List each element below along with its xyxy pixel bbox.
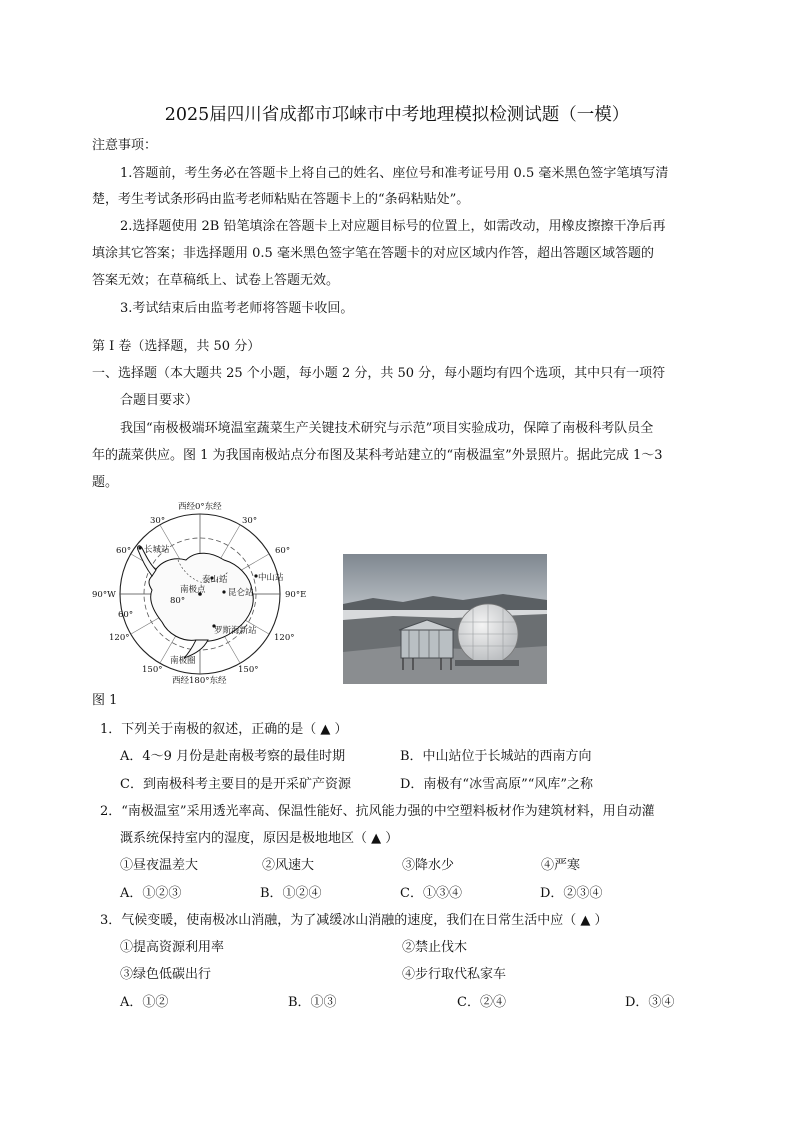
q1-option-b: B．中山站位于长城站的西南方向 — [400, 749, 592, 764]
q1-option-a: A．4～9 月份是赴南极考察的最佳时期 — [120, 749, 346, 764]
map-kunlun: 昆仑站 — [228, 588, 254, 598]
q2-item-2: ②风速大 — [262, 858, 315, 873]
notice-line-5: 答案无效；在草稿纸上、试卷上答题无效。 — [92, 273, 340, 288]
map-nanjiquan: 南极圈 — [170, 656, 196, 666]
map-zhongshan: 中山站 — [258, 573, 284, 583]
part1-line-1: 一、选择题（本大题共 25 个小题，每小题 2 分，共 50 分，每小题均有四个选项，其中只有一项符 — [92, 366, 666, 381]
map-lat80: 80° — [170, 596, 186, 606]
q1-option-c: C．到南极科考主要目的是开采矿产资源 — [120, 777, 351, 792]
map-east-label: 90°E — [285, 590, 307, 600]
q3-stem: 3．气候变暖，使南极冰山消融，为了减缓冰山消融的速度，我们在日常生活中应（ ▲ ） — [100, 913, 608, 928]
greenhouse-photo — [343, 554, 547, 684]
map-bottom-label: 西经180°东经 — [172, 676, 227, 686]
map-150-left: 150° — [142, 665, 163, 675]
map-lat60-left: 60° — [116, 546, 132, 556]
map-luosi: 罗斯海新站 — [214, 626, 257, 636]
q3-option-c: C．②④ — [457, 995, 506, 1010]
q2-option-a: A．①②③ — [120, 886, 182, 901]
q2-item-4: ④严寒 — [541, 858, 581, 873]
intro-line-1: 我国“南极极端环境温室蔬菜生产关键技术研究与示范”项目实验成功，保障了南极科考队员全 — [120, 421, 654, 436]
part1-line-2: 合题目要求） — [120, 393, 199, 408]
q1-option-d: D．南极有“冰雪高原”“风库”之称 — [400, 777, 594, 792]
antarctica-station-map — [92, 498, 314, 688]
q3-option-a: A．①② — [120, 995, 169, 1010]
map-150-right: 150° — [238, 665, 259, 675]
q2-option-b: B．①②④ — [260, 886, 322, 901]
page-title: 2025届四川省成都市邛崃市中考地理模拟检测试题（一模） — [164, 105, 630, 125]
q3-item-1: ①提高资源利用率 — [120, 940, 225, 955]
map-lat30-left: 30° — [150, 516, 166, 526]
map-taishan: 泰山站 — [202, 575, 228, 585]
q3-option-b: B．①③ — [288, 995, 337, 1010]
map-lat60-right: 60° — [275, 546, 291, 556]
q2-stem-line-2: 溉系统保持室内的湿度，原因是极地地区（ ▲ ） — [120, 831, 399, 846]
map-lat60-inner: 60° — [118, 610, 134, 620]
q2-stem-line-1: 2．“南极温室”采用透光率高、保温性能好、抗风能力强的中空塑料板材作为建筑材料，用自动灌 — [100, 804, 655, 819]
section-heading: 第 I 卷（选择题，共 50 分） — [92, 339, 261, 354]
q2-item-1: ①昼夜温差大 — [120, 858, 199, 873]
notice-line-1: 1.答题前，考生务必在答题卡上将自己的姓名、座位号和准考证号用 0.5 毫米黑色签字笔填写清 — [120, 166, 669, 181]
map-120-right: 120° — [274, 633, 295, 643]
notice-line-4: 填涂其它答案；非选择题用 0.5 毫米黑色签字笔在答题卡的对应区域内作答，超出答题区域答题的 — [92, 246, 654, 261]
intro-line-2: 年的蔬菜供应。图 1 为我国南极站点分布图及某科考站建立的“南极温室”外景照片。据此完成 1～3 — [92, 448, 663, 463]
map-changcheng: 长城站 — [144, 545, 170, 555]
q2-option-c: C．①③④ — [400, 886, 462, 901]
q3-item-3: ③绿色低碳出行 — [120, 967, 212, 982]
notice-heading: 注意事项： — [92, 138, 158, 153]
q2-item-3: ③降水少 — [402, 858, 455, 873]
intro-line-3: 题。 — [92, 475, 119, 490]
q3-option-d: D．③④ — [625, 995, 675, 1010]
q3-item-4: ④步行取代私家车 — [402, 967, 507, 982]
q1-stem: 1．下列关于南极的叙述，正确的是（ ▲ ） — [100, 722, 348, 737]
map-nanjidian: 南极点 — [180, 585, 206, 595]
q3-item-2: ②禁止伐木 — [402, 940, 468, 955]
map-top-label: 西经0°东经 — [178, 502, 222, 512]
map-lat30-right: 30° — [242, 516, 258, 526]
figure-caption: 图 1 — [92, 693, 118, 708]
notice-line-6: 3.考试结束后由监考老师将答题卡收回。 — [120, 301, 354, 316]
q2-option-d: D．②③④ — [540, 886, 603, 901]
map-120-left: 120° — [109, 633, 130, 643]
map-west-label: 90°W — [92, 590, 116, 600]
notice-line-2: 楚，考生考试条形码由监考老师粘贴在答题卡上的“条码粘贴处”。 — [92, 192, 470, 207]
notice-line-3: 2.选择题使用 2B 铅笔填涂在答题卡上对应题目标号的位置上，如需改动，用橡皮擦擦干净后再 — [120, 219, 666, 234]
